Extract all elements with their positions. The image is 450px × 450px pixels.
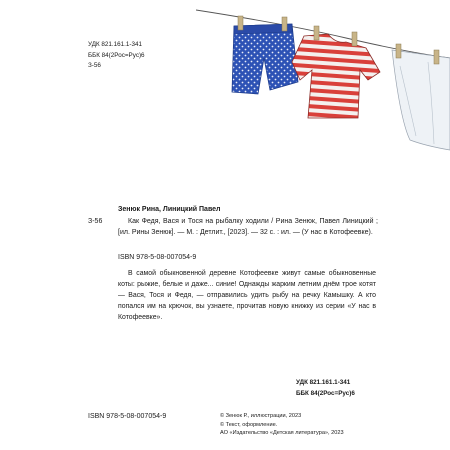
classification-bottom: [296, 378, 355, 399]
author-heading: Зенюк Рина, Линицкий Павел: [118, 206, 221, 213]
bibliographic-entry: Как Федя, Вася и Тося на рыбалку ходили / Рина Зенюк, Павел Линицкий ; [ил. Рины Зенюк]. — М. : Детлит., [2023]. — 32 с. : ил. — (У нас в Котофеевке).: [118, 217, 378, 237]
white-sheet-drawing: [392, 44, 450, 150]
author-mark-left: З-56: [88, 217, 103, 225]
bibliographic-record: [88, 204, 378, 263]
copyright-block: [220, 412, 344, 438]
udk-code-bottom: УДК 821.161.1-341: [296, 379, 351, 386]
copyright-line-2: © Текст, оформление.: [220, 421, 278, 428]
classification-top: [88, 40, 145, 72]
bbk-code-bottom: ББК 84(2Рос=Рус)6: [296, 389, 355, 397]
striped-shirt-drawing: [292, 26, 380, 118]
bbk-code: ББК 84(2Рос=Рус)6: [88, 51, 145, 59]
copyright-line-1: © Зенюк Р., иллюстрации, 2023: [220, 413, 302, 419]
udk-code: УДК 821.161.1-341: [88, 41, 143, 48]
isbn-middle: ISBN 978-5-08-007054-9: [118, 253, 197, 261]
clothesline-illustration: [196, 0, 450, 160]
copyright-line-3: АО «Издательство «Детская литература», 2023: [220, 430, 344, 437]
book-annotation: В самой обыкновенной деревне Котофеевке живут самые обыкновенные коты: рыжие, белые и даже... синие! Однажды жарким летним днём трое котят — Вася, Тося и Федя, — отправились удить рыбу на речку Камышку. А кто попался им на крючок, вы узнаете, прочитав новую книжку из серии «У нас в Котофеевке».: [118, 270, 376, 322]
shorts-drawing: [232, 16, 298, 94]
author-mark: З-56: [88, 62, 101, 69]
isbn-footer: ISBN 978-5-08-007054-9: [88, 413, 167, 420]
